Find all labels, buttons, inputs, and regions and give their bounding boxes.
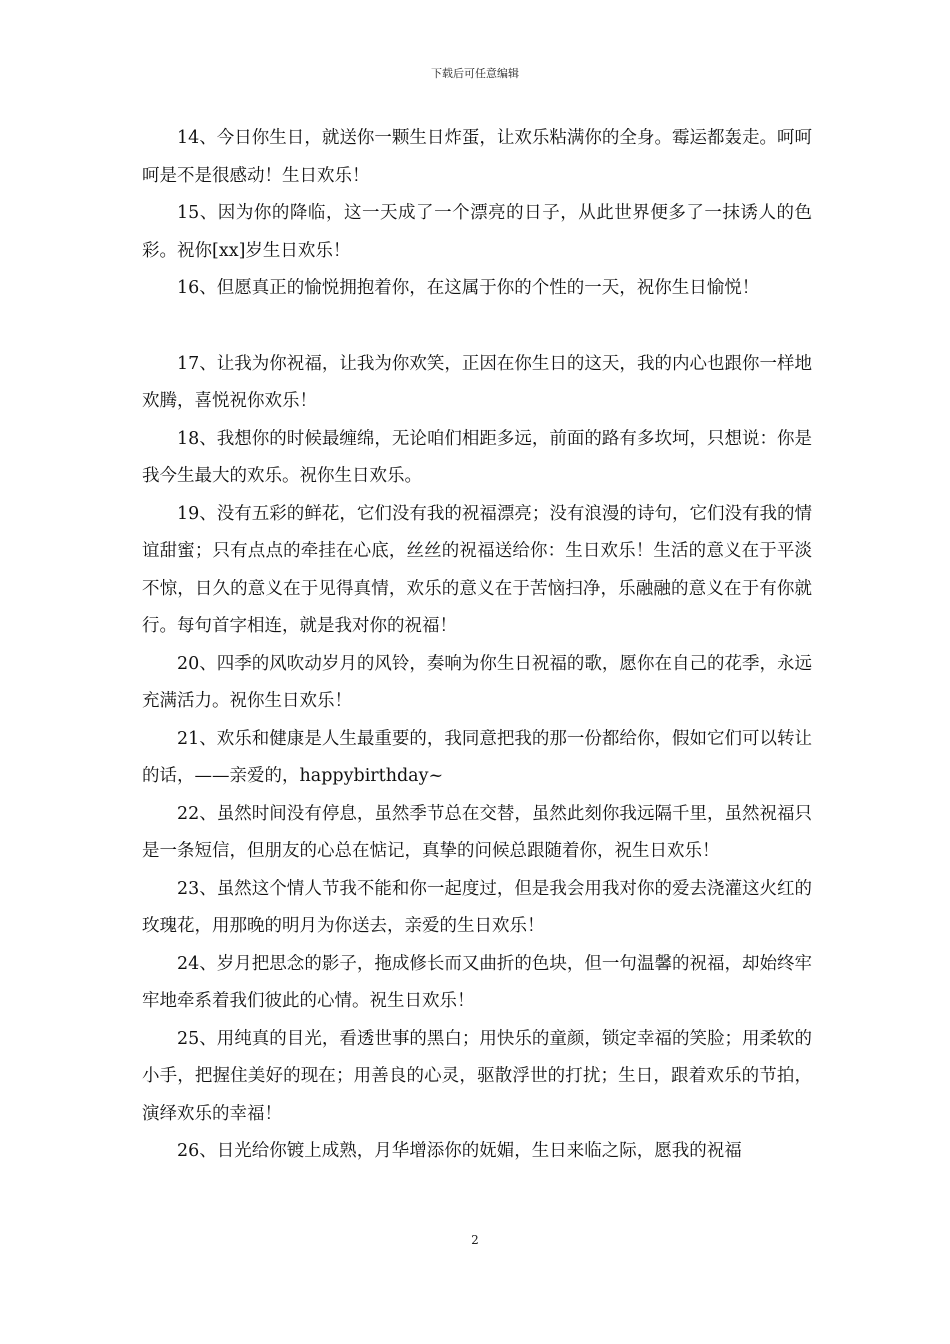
paragraph-25: 25、用纯真的目光，看透世事的黑白；用快乐的童颜，锁定幸福的笑脸；用柔软的小手，把握住美好的现在；用善良的心灵，驱散浮世的打扰；生日，跟着欢乐的节拍，演绎欢乐的幸福！ [142, 1028, 812, 1124]
paragraph-14: 14、今日你生日，就送你一颗生日炸蛋，让欢乐粘满你的全身。霉运都轰走。呵呵呵是不是很感动！生日欢乐！ [142, 128, 812, 186]
paragraph-23: 23、虽然这个情人节我不能和你一起度过，但是我会用我对你的爱去浇灌这火红的玫瑰花，用那晚的明月为你送去，亲爱的生日欢乐！ [142, 878, 812, 936]
paragraph-26: 26、日光给你镀上成熟，月华增添你的妩媚，生日来临之际，愿我的祝福 [177, 1141, 742, 1161]
paragraph-24: 24、岁月把思念的影子，拖成修长而又曲折的色块，但一句温馨的祝福，却始终牢牢地牵系着我们彼此的心情。祝生日欢乐！ [142, 953, 812, 1011]
paragraph-20: 20、四季的风吹动岁月的风铃，奏响为你生日祝福的歌，愿你在自己的花季，永远充满活力。祝你生日欢乐！ [142, 653, 812, 711]
page-header-note: 下载后可任意编辑 [431, 67, 519, 80]
paragraph-15: 15、因为你的降临，这一天成了一个漂亮的日子，从此世界便多了一抹诱人的色彩。祝你[xx]岁生日欢乐！ [142, 203, 812, 261]
page-number: 2 [471, 1233, 479, 1247]
blank-line [142, 308, 812, 346]
paragraph-18: 18、我想你的时候最缠绵，无论咱们相距多远，前面的路有多坎坷，只想说：你是我今生最大的欢乐。祝你生日欢乐。 [142, 428, 812, 486]
paragraph-21: 21、欢乐和健康是人生最重要的，我同意把我的那一份都给你，假如它们可以转让的话，——亲爱的，happybirthday~ [142, 728, 812, 786]
paragraph-17: 17、让我为你祝福，让我为你欢笑，正因在你生日的这天，我的内心也跟你一样地欢腾，喜悦祝你欢乐！ [142, 353, 812, 411]
paragraph-19: 19、没有五彩的鲜花，它们没有我的祝福漂亮；没有浪漫的诗句，它们没有我的情谊甜蜜；只有点点的牵挂在心底，丝丝的祝福送给你：生日欢乐！生活的意义在于平淡不惊，日久的意义在于见得真情，欢乐的意义在于苦恼扫净，乐融融的意义在于有你就行。每句首字相连，就是我对你的祝福！ [142, 503, 812, 636]
paragraph-22: 22、虽然时间没有停息，虽然季节总在交替，虽然此刻你我远隔千里，虽然祝福只是一条短信，但朋友的心总在惦记，真挚的问候总跟随着你，祝生日欢乐！ [142, 803, 812, 861]
paragraph-16: 16、但愿真正的愉悦拥抱着你，在这属于你的个性的一天，祝你生日愉悦！ [177, 278, 760, 298]
document-body [142, 120, 812, 1171]
